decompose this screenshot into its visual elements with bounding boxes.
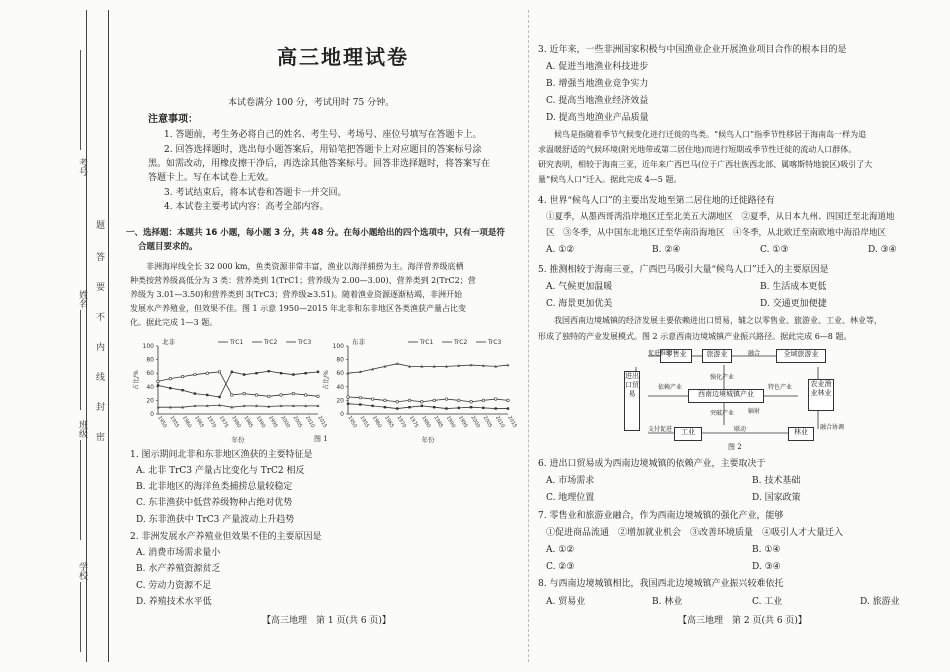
label-exam-number: 考号 [77,158,87,176]
y-tick-label: 40 [336,383,344,391]
q3-option-b[interactable]: B. 增强当地渔业竞争实力 [546,79,649,89]
q7-option-a[interactable]: A. ①② [546,545,575,555]
q6-option-c[interactable]: C. 地理位置 [546,493,595,503]
flow-label-char: 特色产业 [768,384,793,391]
data-point [169,387,171,389]
data-point [371,405,373,407]
x-tick-label: 1955 [168,415,181,430]
x-tick-label: 1950 [156,415,168,430]
q4-option-d[interactable]: D. ③④ [868,245,897,255]
note-line: 答题卡上。写在本试卷上无效。 [148,173,275,183]
legend-label: TrC1 [230,339,244,346]
q4-items: ①夏季，从墨西哥湾沿岸地区迁至北美五大湖地区 ②夏季，从日本九州、四国迁至北海道地 [546,212,895,222]
x-tick-label: 1990 [444,415,457,430]
y-tick-label: 40 [146,383,154,391]
flow-box-tourism: 旅游业 [702,349,732,363]
data-point [470,406,472,408]
legend-label: TrC3 [298,339,312,346]
name-field[interactable] [80,310,81,410]
passage-line: 形成了独特的产业发展模式。图 2 示意西南边境城镇产业振兴路径。据此完成 6—8 题。 [538,332,852,341]
x-tick-label: 2010 [493,415,506,430]
q5-option-b[interactable]: B. 生活成本更低 [760,282,827,292]
flow-label-coord: 融合协调 [820,424,845,431]
data-point [304,394,307,397]
data-point [255,394,258,397]
q8-option-d[interactable]: D. 旅游业 [860,597,900,607]
x-tick-label: 2015 [506,415,518,430]
seal-char: 不 [96,313,106,323]
passage-line: 化。据此完成 1—3 题。 [130,318,218,327]
y-tick-label: 20 [336,397,344,405]
data-point [157,380,160,383]
data-point [421,405,423,407]
flow-box-tourism-wide: 全域旅游业 [776,349,826,363]
q2-option-a[interactable]: A. 消费市场需求量小 [136,548,221,558]
data-point [255,372,257,374]
page-footer: 【高三地理 第 2 页(共 6 页)】 [678,616,807,626]
data-point [169,377,172,380]
note-line: 1. 答题前，考生务必将自己的姓名、考生号、考场号、座位号填写在答题卡上。 [164,130,482,140]
question-4: 4. 世界“候鸟人口”的主要出发地至第二居住地的迁徙路径有 [538,196,775,206]
data-point [470,400,473,403]
data-point [292,392,295,395]
q7-items: ①促进商品流通 ②增加就业机会 ③改善环境质量 ④吸引人才大量迁入 [546,528,844,538]
data-point [396,407,398,409]
flow-label-support: 支付促进 [648,426,673,433]
q7-option-b[interactable]: B. ①④ [752,545,781,555]
q4-option-b[interactable]: B. ②④ [652,245,681,255]
class-field[interactable] [80,440,81,540]
data-point [194,392,196,394]
passage-line: 候鸟是指随着季节气候变化进行迁徙的鸟类。“候鸟人口”指季节性移居于海南岛一样为追 [554,130,867,139]
data-point [292,373,294,375]
data-point [268,370,270,372]
data-point [507,399,510,402]
q8-option-c[interactable]: C. 工业 [752,597,783,607]
figure-2 [612,345,852,445]
data-point [421,400,424,403]
y-tick-label: 60 [146,370,154,378]
chart-panel-label: 北非 [162,338,175,346]
x-tick-label: 1980 [420,415,432,430]
x-tick-label: 1980 [230,415,242,430]
x-tick-label: 2005 [481,415,494,430]
data-point [433,406,435,408]
q5-option-d[interactable]: D. 交通更加便捷 [760,299,827,309]
q7-option-c[interactable]: C. ②③ [546,562,575,572]
flow-box-farm: 农业渔业林业 [808,379,834,411]
notes-heading: 注意事项： [148,114,198,125]
data-point [408,406,410,408]
note-line: 2. 回答选择题时，选出每小题答案后，用铅笔把答题卡上对应题目的答案标号涂 [164,145,482,155]
series-line-trc3 [348,364,508,374]
section-heading: 一、选择题：本题共 16 小题，每小题 3 分，共 48 分。在每小题给出的四个选项中，只有一项是符 [126,228,505,238]
chart-panel-label: 东非 [352,338,365,346]
q8-option-a[interactable]: A. 贸易业 [546,597,586,607]
section-heading-cont: 合题目要求的。 [138,242,198,252]
passage-line: 种类按营养级高低分为 3 类：营养类到 1(TrC1；营养级为 2.00—3.00)、营养类到 2(TrC2；营 [130,276,476,285]
x-tick-label: 1970 [395,415,408,430]
page-title: 高三地理试卷 [277,45,409,69]
data-point [218,396,220,398]
flow-label-dep: 依赖产业 [658,384,683,391]
data-point [359,403,361,405]
q2-option-b[interactable]: B. 水产养殖资源贫乏 [136,564,221,574]
q6-option-d[interactable]: D. 国家政策 [752,493,801,503]
flow-label-link: 联动 [734,426,747,433]
score-info: 本试卷满分 100 分，考试用时 75 分钟。 [228,98,395,108]
seal-char: 题 [96,221,106,231]
legend-label: TrC1 [420,339,434,346]
flow-label-radiate: 辐射 [748,408,761,415]
q3-option-a[interactable]: A. 促进当地渔业科技进步 [546,62,649,72]
x-tick-label: 2010 [303,415,316,430]
figure-1 [128,332,518,444]
question-6: 6. 进出口贸易成为西南边境城镇的依赖产业，主要取决于 [538,459,766,469]
data-point [433,399,436,402]
y-axis-label: 占比/% [133,370,140,390]
question-8: 8. 与西南边境城镇相比，我国西北边境城镇产业振兴较难依托 [538,579,784,589]
flow-box-center: 西南边境城镇产业 [688,389,764,403]
data-point [218,371,221,374]
seal-char: 内 [96,343,106,353]
x-tick-label: 1965 [383,415,395,430]
q8-option-b[interactable]: B. 林业 [652,597,683,607]
x-tick-label: 1985 [432,415,444,430]
flow-box-trade: 进出口贸易 [624,371,640,431]
q6-option-a[interactable]: A. 市场需求 [546,476,595,486]
binding-margin [0,0,112,672]
seal-char: 密 [96,433,106,443]
exam-number-field[interactable] [80,50,81,150]
label-name: 姓名 [77,290,87,308]
data-point [396,362,399,365]
note-line: 4. 本试卷主要考试内容：高考全部内容。 [164,202,329,212]
flow-label-integrate: 融合 [748,350,761,357]
y-tick-label: 0 [150,411,154,418]
page-footer: 【高三地理 第 1 页(共 6 页)】 [262,616,391,626]
x-axis-label: 年份 [421,436,435,444]
data-point [458,407,460,409]
y-tick-label: 100 [142,343,154,350]
y-tick-label: 0 [340,411,344,418]
page-2 [538,0,930,672]
flow-label-break: 突破产业 [710,410,735,417]
x-tick-label: 1960 [180,415,193,430]
q7-option-d[interactable]: D. ③④ [752,562,781,572]
data-point [384,406,386,408]
legend-label: TrC2 [454,339,468,346]
q1-option-a[interactable]: A. 北非 TrC3 产量占比变化与 TrC2 相反 [136,466,305,476]
x-tick-label: 1970 [205,415,218,430]
data-point [494,398,497,401]
y-axis-label: 占比/% [323,370,330,390]
seal-line [108,10,109,662]
x-tick-label: 1995 [267,415,279,430]
label-school: 学校 [77,562,87,580]
legend-label: TrC3 [488,339,502,346]
data-point [359,396,362,399]
passage-line: 我国西南边境城镇的经济发展主要依赖进出口贸易，辅之以零售业、旅游业、工业、林业等， [554,316,882,325]
x-tick-label: 1960 [370,415,383,430]
data-point [181,375,184,378]
data-point [347,396,350,399]
x-tick-label: 1990 [254,415,267,430]
data-point [482,399,485,402]
x-tick-label: 2005 [291,415,304,430]
page-divider [528,10,529,662]
passage-line: 发展水产养殖业，但效果不佳。图 1 示意 1950—2015 年北非和东非地区各类渔获产量占比变 [130,304,466,313]
passage-line: 非洲海岸线全长 32 000 km，鱼类资源非常丰富，渔业以海洋捕捞为主。海洋营养级底栖 [146,262,464,271]
data-point [280,372,282,374]
q2-option-d[interactable]: D. 养殖技术水平低 [136,597,212,607]
q4-option-a[interactable]: A. ①② [546,245,575,255]
seal-char: 封 [96,403,106,413]
seal-char: 答 [96,253,106,263]
y-tick-label: 100 [332,343,344,350]
q5-option-a[interactable]: A. 气候更加温暖 [546,282,613,292]
label-class: 班级 [77,420,87,438]
x-tick-label: 1975 [407,415,420,430]
data-point [157,384,159,386]
data-point [384,399,387,402]
seal-char: 要 [96,283,106,293]
flow-box-industry: 工业 [674,427,702,441]
question-7: 7. 零售业和旅游业融合，作为西南边境城镇的强化产业，能够 [538,511,784,521]
data-point [267,395,270,398]
x-tick-label: 2015 [316,415,328,430]
flow-box-retail: 零售业 [660,349,692,363]
seal-char: 线 [96,373,106,383]
data-point [206,394,208,396]
x-tick-label: 1975 [217,415,230,430]
data-point [243,373,245,375]
data-point [280,394,283,397]
data-point [194,373,197,376]
x-tick-label: 1950 [346,415,358,430]
q1-option-d[interactable]: D. 东非渔获中 TrC3 产量波动上升趋势 [136,515,295,525]
data-point [347,403,349,405]
figure-1-caption: 图 1 [314,435,328,443]
data-point [396,400,399,403]
x-tick-label: 2000 [469,415,481,430]
q2-option-c[interactable]: C. 劳动力资源不足 [136,581,212,591]
y-tick-label: 80 [336,356,344,364]
data-point [243,392,246,395]
flow-box-forest: 林业 [788,427,814,441]
question-3: 3. 近年来，一些非洲国家积极与中国渔业企业开展渔业项目合作的根本目的是 [538,45,847,55]
data-point [206,372,209,375]
q1-option-c[interactable]: C. 东非渔获中低营养级物种占绝对优势 [136,498,293,508]
passage-line: 研究表明，相较于海南三亚，近年来广西巴马(位于广西壮族西北部、属喀斯特地貌区)吸引了大 [538,160,873,169]
page-1 [118,0,518,672]
passage-line: 求温暖舒适的气候环境(附光地带或第二居住地)而进行短期或季节性迁徙的流动人口群体。 [538,145,857,154]
flow-label-promote: 促进推动 [648,350,673,357]
note-line: 3. 考试结束后，将本试卷和答题卡一并交回。 [164,188,347,198]
x-tick-label: 2000 [279,415,291,430]
data-point [408,399,411,402]
passage-line: 养级为 3.01—3.50)和营养类到 3(TrC3；营养级≥3.51)。随着渔业资源逐渐枯竭，非洲开始 [130,290,463,299]
x-tick-label: 1985 [242,415,254,430]
data-point [445,398,448,401]
data-point [231,394,234,397]
y-tick-label: 60 [336,370,344,378]
data-point [482,407,484,409]
q4-items: 区 ③冬季，从中国东北地区迁至华南沿海地区 ④冬季，从北欧迁至南欧地中海沿岸地区 [546,228,887,238]
data-point [231,371,233,373]
data-point [317,371,319,373]
x-tick-label: 1965 [193,415,205,430]
flow-label-strong: 强化产业 [710,374,735,381]
x-tick-label: 1995 [457,415,469,430]
data-point [304,372,306,374]
data-point [507,407,509,409]
y-tick-label: 20 [146,397,154,405]
q6-option-b[interactable]: B. 技术基础 [752,476,801,486]
q5-option-c[interactable]: C. 海景更加优美 [546,299,613,309]
data-point [445,407,447,409]
note-line: 黑。如需改动，用橡皮擦干净后，再选涂其他答案标号。回答非选择题时，将答案写在 [148,159,491,169]
data-point [317,395,320,398]
school-field[interactable] [80,582,81,652]
q3-option-c[interactable]: C. 提高当地渔业经济效益 [546,96,649,106]
data-point [494,407,496,409]
legend-label: TrC2 [264,339,278,346]
y-tick-label: 80 [146,356,154,364]
question-1: 1. 图示期间北非和东非地区渔获的主要特征是 [130,450,313,460]
figure-2-caption: 图 2 [728,443,742,451]
data-point [457,399,460,402]
passage-line: 量“候鸟人口”迁入。据此完成 4—5 题。 [538,175,682,184]
question-2: 2. 非洲发展水产养殖业但效果不佳的主要原因是 [130,532,322,542]
q4-option-c[interactable]: C. ①③ [760,245,789,255]
question-5: 5. 推测相较于海南三亚，广西巴马吸引大量“候鸟人口”迁入的主要原因是 [538,265,829,275]
q3-option-d[interactable]: D. 提高当地渔业产品质量 [546,113,649,123]
data-point [371,398,374,401]
q1-option-b[interactable]: B. 北非地区的海洋鱼类捕捞总量较稳定 [136,482,293,492]
data-point [181,389,183,391]
x-axis-label: 年份 [231,436,245,444]
x-tick-label: 1955 [358,415,371,430]
